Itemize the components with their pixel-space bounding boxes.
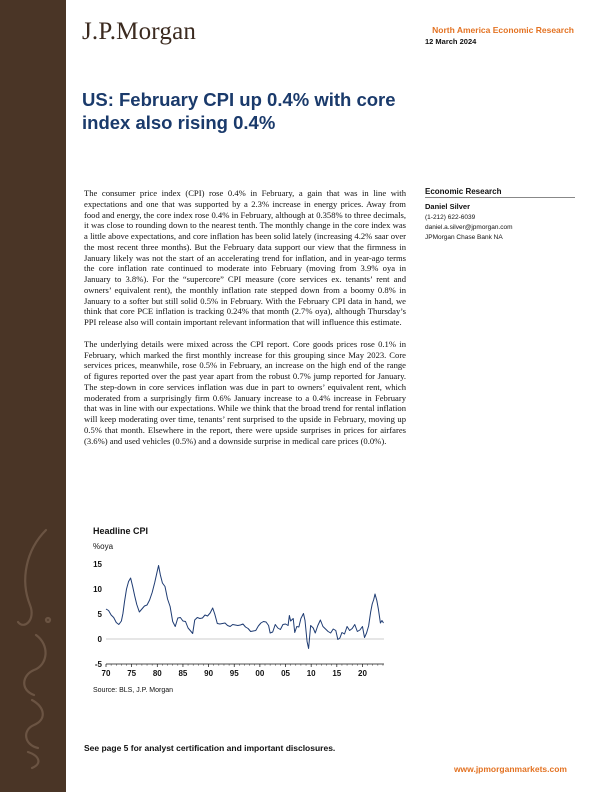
y-tick-label: -5: [94, 660, 102, 669]
chart-y-unit: %oya: [93, 542, 114, 551]
x-tick-label: 90: [204, 669, 214, 678]
author-phone: (1-212) 622-6039: [425, 214, 476, 221]
report-title: US: February CPI up 0.4% with core index also rising 0.4%: [82, 89, 396, 133]
y-tick-label: 15: [93, 560, 102, 569]
disclosure-note: See page 5 for analyst certification and important disclosures.: [84, 743, 336, 753]
headline-cpi-series-line: [106, 566, 383, 649]
publication-date: 12 March 2024: [425, 37, 477, 46]
report-body: [84, 188, 406, 457]
author-email[interactable]: daniel.a.silver@jpmorgan.com: [425, 224, 513, 231]
jp-morgan-logo: J.P.Morgan: [82, 18, 197, 45]
x-tick-label: 00: [255, 669, 265, 678]
department-label: North America Economic Research: [432, 25, 574, 35]
chart-title: Headline CPI: [93, 526, 149, 536]
y-tick-label: 0: [97, 635, 102, 644]
x-tick-label: 10: [306, 669, 316, 678]
author-box: [425, 187, 575, 243]
x-tick-label: 85: [178, 669, 188, 678]
website-link[interactable]: www.jpmorganmarkets.com: [453, 764, 567, 774]
body-paragraph-1: The consumer price index (CPI) rose 0.4% in February, a gain that was in line with expectations and one that was supported by a 2.3% increase in energy prices. Away from food and energy, the core index rose 0.4% in February, although at 0.358% to three decimals, it was close to rounding down to the nearest tenth. The monthly change in the core index was a little above expectations, and core inflation has been solid lately (increasing 4.2% saar over the most recent three months). But the February data support our view that the firmness in January likely was not the start of an accelerating trend for inflation, and in year-ago terms the core inflation rate continued to moderate into February (moving from 3.9% oya in January to 3.8%). For the “supercore” CPI measure (core services ex. tenants’ rent and owners’ equivalent rent), the monthly inflation rate stepped down from a boomy 0.8% in January to a softer but still solid 0.5% in February. With the February CPI data in hand, we think that core PCE inflation is tracking 0.24% that month (2.7% oya), although Thursday’s PPI release also will contain important relevant information that will influence this estimate.: [84, 188, 406, 327]
y-tick-label: 5: [97, 610, 102, 619]
author-firm: JPMorgan Chase Bank NA: [425, 234, 503, 241]
x-tick-label: 75: [127, 669, 137, 678]
x-tick-label: 70: [101, 669, 111, 678]
y-tick-label: 10: [93, 585, 102, 594]
brand-sidebar: [0, 0, 66, 792]
chart-source: Source: BLS, J.P. Morgan: [93, 687, 174, 694]
x-tick-label: 15: [332, 669, 342, 678]
author-heading: Economic Research: [425, 187, 575, 198]
author-name: Daniel Silver: [425, 202, 471, 211]
x-tick-label: 20: [358, 669, 367, 678]
x-tick-label: 80: [152, 669, 162, 678]
headline-cpi-chart: [84, 556, 394, 686]
x-tick-label: 95: [229, 669, 239, 678]
body-paragraph-2: The underlying details were mixed across the CPI report. Core goods prices rose 0.1% in February, which marked the first monthly increase for this grouping since May 2023. Core services prices, meanwhile, rose 0.5% in February, an increase on the high end of the range of figures reported over the past year apart from the robust 0.7% jump reported for January. The step-down in core services inflation was due in part to owners’ equivalent rent, which moderated from a surprisingly firm 0.6% January increase to a 0.4% increase in February that was in line with our expectations. While we think that the broad trend for rental inflation will keep moderating over time, tenants’ rent surprised to the upside in February, moving up 0.5% that month. Elsewhere in the report, there were upside surprises in prices for airfares (3.6%) and used vehicles (0.5%) and a downside surprise in medical care prices (0.0%).: [84, 338, 406, 446]
x-tick-label: 05: [281, 669, 290, 678]
jp-morgan-script-watermark-icon: [6, 520, 60, 770]
